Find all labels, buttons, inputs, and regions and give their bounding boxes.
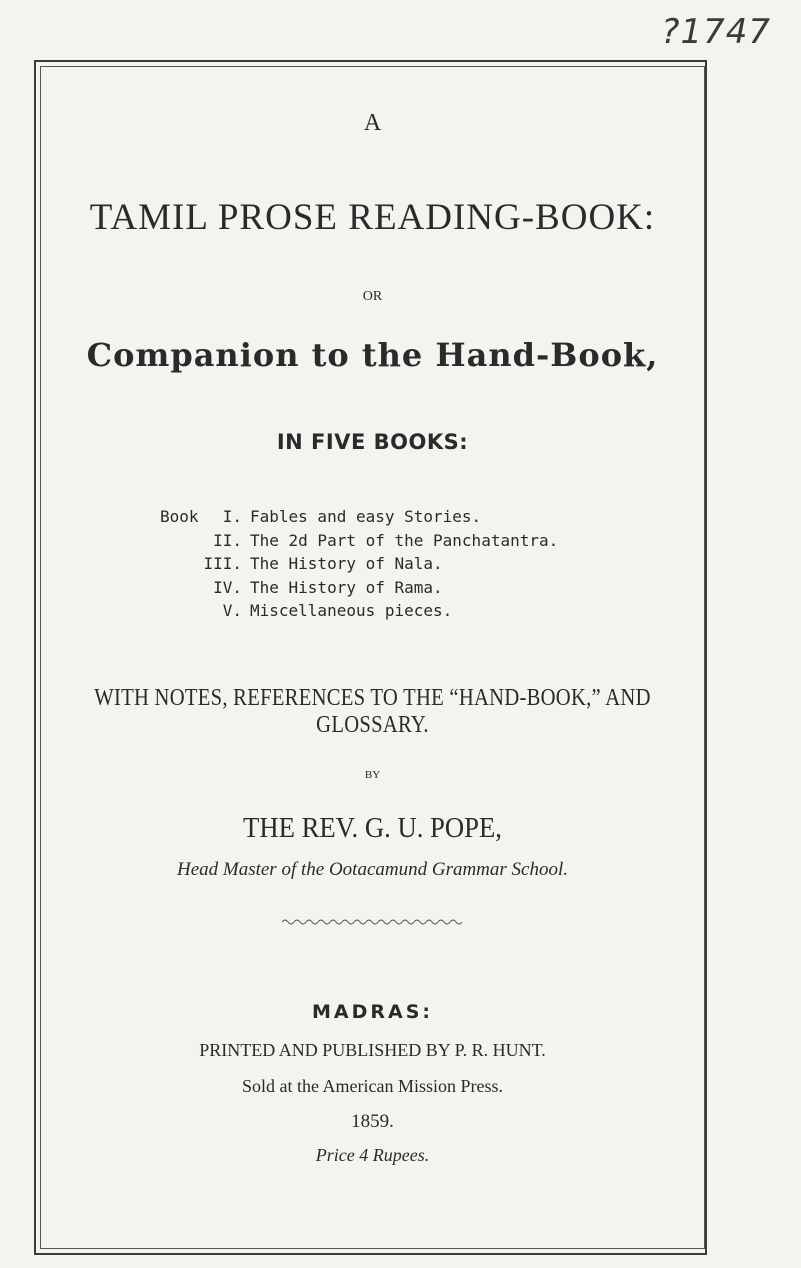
book-number: I. — [222, 507, 242, 526]
main-title: TAMIL PROSE READING-BOOK: — [89, 197, 656, 238]
list-item — [162, 576, 662, 600]
book-number: III. — [203, 554, 242, 573]
book-number: II. — [213, 530, 242, 550]
list-item — [162, 599, 662, 623]
book-title: Fables and easy Stories. — [250, 507, 482, 526]
list-item — [162, 552, 662, 576]
imprint-printer: PRINTED AND PUBLISHED BY P. R. HUNT. — [199, 1040, 546, 1060]
or-conjunction: OR — [362, 289, 383, 304]
in-five-books-heading: IN FIVE BOOKS: — [276, 430, 469, 454]
wavy-rule-ornament — [282, 917, 464, 927]
book-title: The History of Nala. — [250, 554, 443, 573]
book-title: The 2d Part of the Panchatantra. — [250, 530, 559, 550]
subtitle: Companion to the Hand-Book, — [86, 336, 659, 374]
inner-border — [40, 66, 705, 1249]
list-item — [162, 529, 662, 553]
contents-prefix: Book — [160, 507, 199, 526]
author-name: THE REV. G. U. POPE, — [243, 812, 502, 844]
book-number: IV. — [213, 577, 242, 597]
by-line: BY — [364, 769, 381, 781]
imprint-year: 1859. — [351, 1111, 394, 1132]
notes-line: WITH NOTES, REFERENCES TO THE “HAND-BOOK,” AND GLOSSARY. — [94, 685, 651, 738]
book-title: Miscellaneous pieces. — [250, 601, 453, 620]
shelfmark-annotation: ?1747 — [661, 12, 771, 52]
contents-list — [162, 505, 662, 623]
title-article: A — [363, 110, 382, 136]
imprint-seller: Sold at the American Mission Press. — [242, 1076, 503, 1096]
price-line: Price 4 Rupees. — [315, 1145, 430, 1165]
list-item — [162, 505, 662, 529]
book-title: The History of Rama. — [250, 577, 443, 597]
book-number: V. — [222, 601, 242, 620]
author-role: Head Master of the Ootacamund Grammar School. — [176, 859, 569, 880]
imprint-place: MADRAS: — [311, 1001, 433, 1023]
